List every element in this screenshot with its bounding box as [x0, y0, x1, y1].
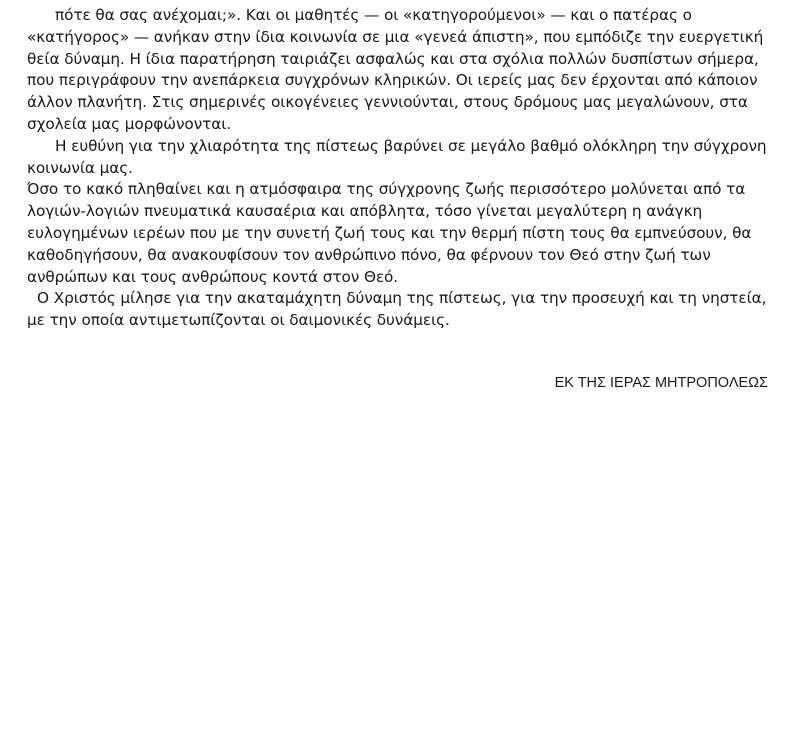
- paragraph-1: πότε θα σας ανέχομαι;». Και οι μαθητές — οι «κατηγορούμενοι» — και ο πατέρας ο «κατήγορος» — ανήκαν στην ίδια κοινωνία σε μια «γενεά άπιστη», που εμπόδιζε την ευεργετική θεία δύναμη. Η ίδια παρατήρηση ταιριάζει ασφαλώς και στα σχόλια πολλών δυσπίστων σήμερα, που περιγράφουν την ανεπάρκεια συγχρόνων κληρικών. Οι ιερείς μας δεν έρχονται από κάποιον άλλον πλανήτη. Στις σημερινές οικογένειες γεννιούνται, στους δρόμους μας μεγαλώνουν, στα σχολεία μας μορφώνονται.: [27, 6, 764, 133]
- signature: ΕΚ ΤΗΣ ΙΕΡΑΣ ΜΗΤΡΟΠΟΛΕΩΣ: [554, 375, 768, 391]
- paragraph-4: Ο Χριστός μίλησε για την ακαταμάχητη δύναμη της πίστεως, για την προσευχή και τη νηστεία, με την οποία αντιμετωπίζονται οι δαιμονικές δυνάμεις.: [27, 289, 767, 330]
- article-body: [27, 5, 777, 332]
- paragraph-3: Όσο το κακό πληθαίνει και η ατμόσφαιρα της σύγχρονης ζωής περισσότερο μολύνεται από τα λογιών-λογιών πνευματικά καυσαέρια και απόβλητα, τόσο γίνεται μεγαλύτερη η ανάγκη ευλογημένων ιερέων που με την συνετή ζωή τους και την θερμή πίστη τους θα εμπνεύσουν, θα καθοδηγήσουν, θα ανακουφίσουν τον ανθρώπινο πόνο, θα φέρνουν τον Θεό στην ζωή των ανθρώπων και τους ανθρώπους κοντά στον Θεό.: [27, 180, 752, 286]
- paragraph-2: Η ευθύνη για την χλιαρότητα της πίστεως βαρύνει σε μεγάλο βαθμό ολόκληρη την σύγχρονη κοινωνία μας.: [27, 136, 767, 177]
